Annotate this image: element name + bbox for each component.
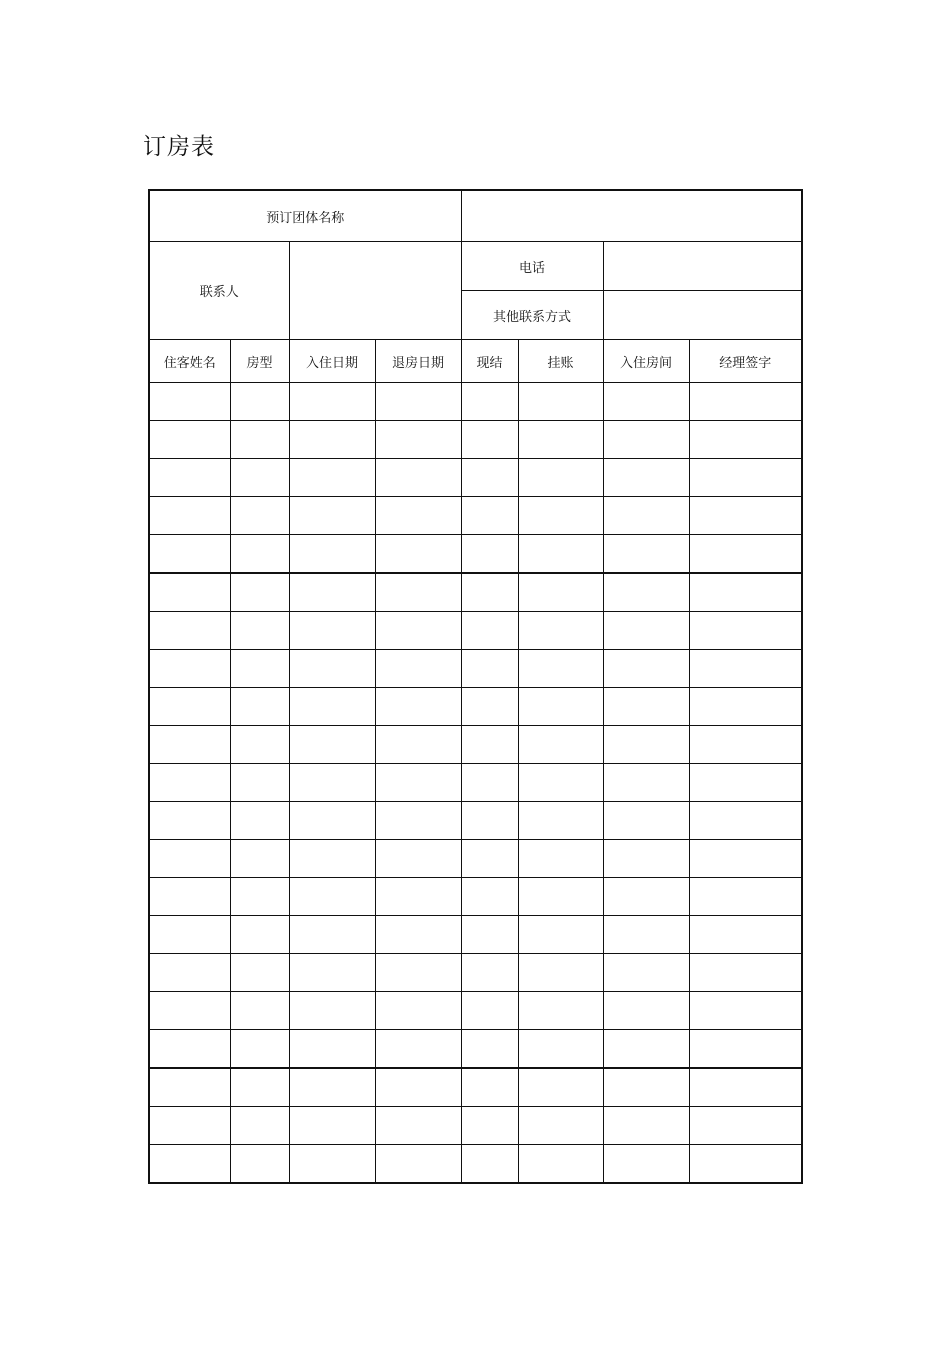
table-row	[149, 1107, 802, 1145]
checkout-date-cell[interactable]	[375, 878, 461, 916]
manager-signature-cell[interactable]	[689, 573, 802, 612]
table-row	[149, 612, 802, 650]
guest-name-cell[interactable]	[149, 802, 230, 840]
checkin-date-cell[interactable]	[289, 802, 375, 840]
on-account-cell[interactable]	[518, 1107, 603, 1145]
checkout-date-cell[interactable]	[375, 573, 461, 612]
phone-field[interactable]	[603, 242, 802, 291]
room-type-cell[interactable]	[230, 497, 289, 535]
checkout-date-cell[interactable]	[375, 688, 461, 726]
contact-person-field[interactable]	[289, 242, 461, 340]
table-row	[149, 535, 802, 574]
on-account-cell[interactable]	[518, 612, 603, 650]
on-account-cell[interactable]	[518, 421, 603, 459]
manager-signature-cell[interactable]	[689, 459, 802, 497]
cash-payment-cell[interactable]	[461, 726, 518, 764]
checkin-date-cell[interactable]	[289, 1030, 375, 1069]
on-account-cell[interactable]	[518, 1068, 603, 1107]
room-number-cell[interactable]	[603, 764, 689, 802]
checkin-date-cell[interactable]	[289, 992, 375, 1030]
room-number-cell[interactable]	[603, 688, 689, 726]
cash-payment-cell[interactable]	[461, 383, 518, 421]
cash-payment-cell[interactable]	[461, 992, 518, 1030]
manager-signature-cell[interactable]	[689, 688, 802, 726]
contact-row-phone	[149, 242, 802, 291]
room-number-cell[interactable]	[603, 954, 689, 992]
room-number-cell[interactable]	[603, 916, 689, 954]
checkin-date-cell[interactable]	[289, 459, 375, 497]
checkout-date-cell[interactable]	[375, 916, 461, 954]
guest-name-cell[interactable]	[149, 459, 230, 497]
on-account-cell[interactable]	[518, 840, 603, 878]
on-account-cell[interactable]	[518, 916, 603, 954]
cash-payment-cell[interactable]	[461, 916, 518, 954]
room-type-cell[interactable]	[230, 916, 289, 954]
guest-name-cell[interactable]	[149, 764, 230, 802]
checkout-date-cell[interactable]	[375, 992, 461, 1030]
cash-payment-cell[interactable]	[461, 1068, 518, 1107]
column-header-row	[149, 340, 802, 383]
guest-name-cell[interactable]	[149, 535, 230, 574]
page-title: 订房表	[143, 134, 215, 160]
checkout-date-cell[interactable]	[375, 650, 461, 688]
on-account-cell[interactable]	[518, 497, 603, 535]
on-account-cell[interactable]	[518, 1145, 603, 1184]
cash-payment-cell[interactable]	[461, 688, 518, 726]
table-row	[149, 878, 802, 916]
cash-payment-cell[interactable]	[461, 802, 518, 840]
room-type-cell[interactable]	[230, 421, 289, 459]
cash-payment-cell[interactable]	[461, 764, 518, 802]
checkout-date-cell[interactable]	[375, 840, 461, 878]
col-header-cash-payment: 现结	[461, 340, 518, 383]
on-account-cell[interactable]	[518, 459, 603, 497]
group-name-field[interactable]	[461, 190, 802, 242]
room-number-cell[interactable]	[603, 421, 689, 459]
guest-name-cell[interactable]	[149, 688, 230, 726]
on-account-cell[interactable]	[518, 650, 603, 688]
table-row	[149, 840, 802, 878]
table-row	[149, 1068, 802, 1107]
checkout-date-cell[interactable]	[375, 421, 461, 459]
table-row	[149, 992, 802, 1030]
manager-signature-cell[interactable]	[689, 878, 802, 916]
cash-payment-cell[interactable]	[461, 1030, 518, 1069]
cash-payment-cell[interactable]	[461, 573, 518, 612]
manager-signature-cell[interactable]	[689, 383, 802, 421]
table-row	[149, 459, 802, 497]
room-number-cell[interactable]	[603, 573, 689, 612]
on-account-cell[interactable]	[518, 878, 603, 916]
room-number-cell[interactable]	[603, 383, 689, 421]
guest-name-cell[interactable]	[149, 383, 230, 421]
room-type-cell[interactable]	[230, 535, 289, 574]
cash-payment-cell[interactable]	[461, 954, 518, 992]
manager-signature-cell[interactable]	[689, 421, 802, 459]
col-header-checkout-date: 退房日期	[375, 340, 461, 383]
table-row	[149, 650, 802, 688]
phone-label: 电话	[461, 242, 603, 291]
cash-payment-cell[interactable]	[461, 1107, 518, 1145]
checkout-date-cell[interactable]	[375, 497, 461, 535]
table-row	[149, 726, 802, 764]
checkin-date-cell[interactable]	[289, 383, 375, 421]
room-type-cell[interactable]	[230, 612, 289, 650]
room-type-cell[interactable]	[230, 383, 289, 421]
on-account-cell[interactable]	[518, 954, 603, 992]
checkout-date-cell[interactable]	[375, 764, 461, 802]
checkin-date-cell[interactable]	[289, 535, 375, 574]
checkout-date-cell[interactable]	[375, 802, 461, 840]
on-account-cell[interactable]	[518, 992, 603, 1030]
room-type-cell[interactable]	[230, 650, 289, 688]
room-type-cell[interactable]	[230, 1068, 289, 1107]
room-number-cell[interactable]	[603, 535, 689, 574]
other-contact-label: 其他联系方式	[461, 291, 603, 340]
table-row	[149, 916, 802, 954]
checkout-date-cell[interactable]	[375, 612, 461, 650]
guest-name-cell[interactable]	[149, 1030, 230, 1069]
room-number-cell[interactable]	[603, 840, 689, 878]
guest-name-cell[interactable]	[149, 421, 230, 459]
room-number-cell[interactable]	[603, 497, 689, 535]
manager-signature-cell[interactable]	[689, 916, 802, 954]
room-number-cell[interactable]	[603, 802, 689, 840]
guest-name-cell[interactable]	[149, 1068, 230, 1107]
on-account-cell[interactable]	[518, 802, 603, 840]
manager-signature-cell[interactable]	[689, 1107, 802, 1145]
table-row	[149, 954, 802, 992]
guest-name-cell[interactable]	[149, 878, 230, 916]
group-name-label: 预订团体名称	[149, 190, 461, 242]
checkin-date-cell[interactable]	[289, 497, 375, 535]
room-number-cell[interactable]	[603, 1030, 689, 1069]
manager-signature-cell[interactable]	[689, 1145, 802, 1184]
guest-name-cell[interactable]	[149, 726, 230, 764]
group-name-row	[149, 190, 802, 242]
table-row	[149, 764, 802, 802]
cash-payment-cell[interactable]	[461, 878, 518, 916]
booking-form-table	[148, 189, 803, 1184]
room-type-cell[interactable]	[230, 840, 289, 878]
room-number-cell[interactable]	[603, 612, 689, 650]
room-number-cell[interactable]	[603, 1107, 689, 1145]
room-number-cell[interactable]	[603, 650, 689, 688]
on-account-cell[interactable]	[518, 726, 603, 764]
checkout-date-cell[interactable]	[375, 954, 461, 992]
checkout-date-cell[interactable]	[375, 726, 461, 764]
room-type-cell[interactable]	[230, 1145, 289, 1184]
room-type-cell[interactable]	[230, 459, 289, 497]
room-type-cell[interactable]	[230, 726, 289, 764]
checkin-date-cell[interactable]	[289, 726, 375, 764]
room-type-cell[interactable]	[230, 992, 289, 1030]
manager-signature-cell[interactable]	[689, 840, 802, 878]
table-row	[149, 573, 802, 612]
other-contact-field[interactable]	[603, 291, 802, 340]
checkin-date-cell[interactable]	[289, 421, 375, 459]
guest-name-cell[interactable]	[149, 916, 230, 954]
checkout-date-cell[interactable]	[375, 459, 461, 497]
cash-payment-cell[interactable]	[461, 840, 518, 878]
checkout-date-cell[interactable]	[375, 1068, 461, 1107]
guest-rows	[149, 383, 802, 1184]
manager-signature-cell[interactable]	[689, 1030, 802, 1069]
contact-person-label: 联系人	[149, 242, 289, 340]
manager-signature-cell[interactable]	[689, 802, 802, 840]
guest-name-cell[interactable]	[149, 612, 230, 650]
checkin-date-cell[interactable]	[289, 573, 375, 612]
checkout-date-cell[interactable]	[375, 383, 461, 421]
checkin-date-cell[interactable]	[289, 840, 375, 878]
manager-signature-cell[interactable]	[689, 650, 802, 688]
checkout-date-cell[interactable]	[375, 1030, 461, 1069]
guest-name-cell[interactable]	[149, 573, 230, 612]
cash-payment-cell[interactable]	[461, 612, 518, 650]
guest-name-cell[interactable]	[149, 1107, 230, 1145]
col-header-checkin-date: 入住日期	[289, 340, 375, 383]
guest-name-cell[interactable]	[149, 650, 230, 688]
col-header-guest-name: 住客姓名	[149, 340, 230, 383]
checkin-date-cell[interactable]	[289, 612, 375, 650]
on-account-cell[interactable]	[518, 688, 603, 726]
table-row	[149, 688, 802, 726]
room-type-cell[interactable]	[230, 802, 289, 840]
table-row	[149, 421, 802, 459]
manager-signature-cell[interactable]	[689, 764, 802, 802]
checkin-date-cell[interactable]	[289, 688, 375, 726]
cash-payment-cell[interactable]	[461, 421, 518, 459]
col-header-room-type: 房型	[230, 340, 289, 383]
room-type-cell[interactable]	[230, 764, 289, 802]
cash-payment-cell[interactable]	[461, 1145, 518, 1184]
on-account-cell[interactable]	[518, 1030, 603, 1069]
manager-signature-cell[interactable]	[689, 535, 802, 574]
room-type-cell[interactable]	[230, 1107, 289, 1145]
room-type-cell[interactable]	[230, 878, 289, 916]
cash-payment-cell[interactable]	[461, 535, 518, 574]
checkin-date-cell[interactable]	[289, 954, 375, 992]
checkin-date-cell[interactable]	[289, 1107, 375, 1145]
cash-payment-cell[interactable]	[461, 497, 518, 535]
guest-name-cell[interactable]	[149, 497, 230, 535]
manager-signature-cell[interactable]	[689, 612, 802, 650]
table-row	[149, 383, 802, 421]
guest-name-cell[interactable]	[149, 840, 230, 878]
manager-signature-cell[interactable]	[689, 497, 802, 535]
table-row	[149, 1145, 802, 1184]
checkout-date-cell[interactable]	[375, 1107, 461, 1145]
room-type-cell[interactable]	[230, 573, 289, 612]
room-number-cell[interactable]	[603, 878, 689, 916]
table-row	[149, 497, 802, 535]
guest-name-cell[interactable]	[149, 992, 230, 1030]
col-header-on-account: 挂账	[518, 340, 603, 383]
checkin-date-cell[interactable]	[289, 1145, 375, 1184]
manager-signature-cell[interactable]	[689, 1068, 802, 1107]
manager-signature-cell[interactable]	[689, 954, 802, 992]
room-type-cell[interactable]	[230, 1030, 289, 1069]
checkin-date-cell[interactable]	[289, 764, 375, 802]
room-number-cell[interactable]	[603, 726, 689, 764]
room-type-cell[interactable]	[230, 688, 289, 726]
room-number-cell[interactable]	[603, 1068, 689, 1107]
on-account-cell[interactable]	[518, 764, 603, 802]
table-row	[149, 802, 802, 840]
checkin-date-cell[interactable]	[289, 1068, 375, 1107]
checkin-date-cell[interactable]	[289, 878, 375, 916]
room-number-cell[interactable]	[603, 459, 689, 497]
on-account-cell[interactable]	[518, 535, 603, 574]
checkin-date-cell[interactable]	[289, 916, 375, 954]
cash-payment-cell[interactable]	[461, 650, 518, 688]
room-type-cell[interactable]	[230, 954, 289, 992]
checkin-date-cell[interactable]	[289, 650, 375, 688]
room-number-cell[interactable]	[603, 992, 689, 1030]
room-number-cell[interactable]	[603, 1145, 689, 1184]
manager-signature-cell[interactable]	[689, 992, 802, 1030]
col-header-room-number: 入住房间	[603, 340, 689, 383]
on-account-cell[interactable]	[518, 573, 603, 612]
guest-name-cell[interactable]	[149, 954, 230, 992]
col-header-manager-signature: 经理签字	[689, 340, 802, 383]
manager-signature-cell[interactable]	[689, 726, 802, 764]
cash-payment-cell[interactable]	[461, 459, 518, 497]
table-row	[149, 1030, 802, 1069]
guest-name-cell[interactable]	[149, 1145, 230, 1184]
on-account-cell[interactable]	[518, 383, 603, 421]
checkout-date-cell[interactable]	[375, 535, 461, 574]
checkout-date-cell[interactable]	[375, 1145, 461, 1184]
